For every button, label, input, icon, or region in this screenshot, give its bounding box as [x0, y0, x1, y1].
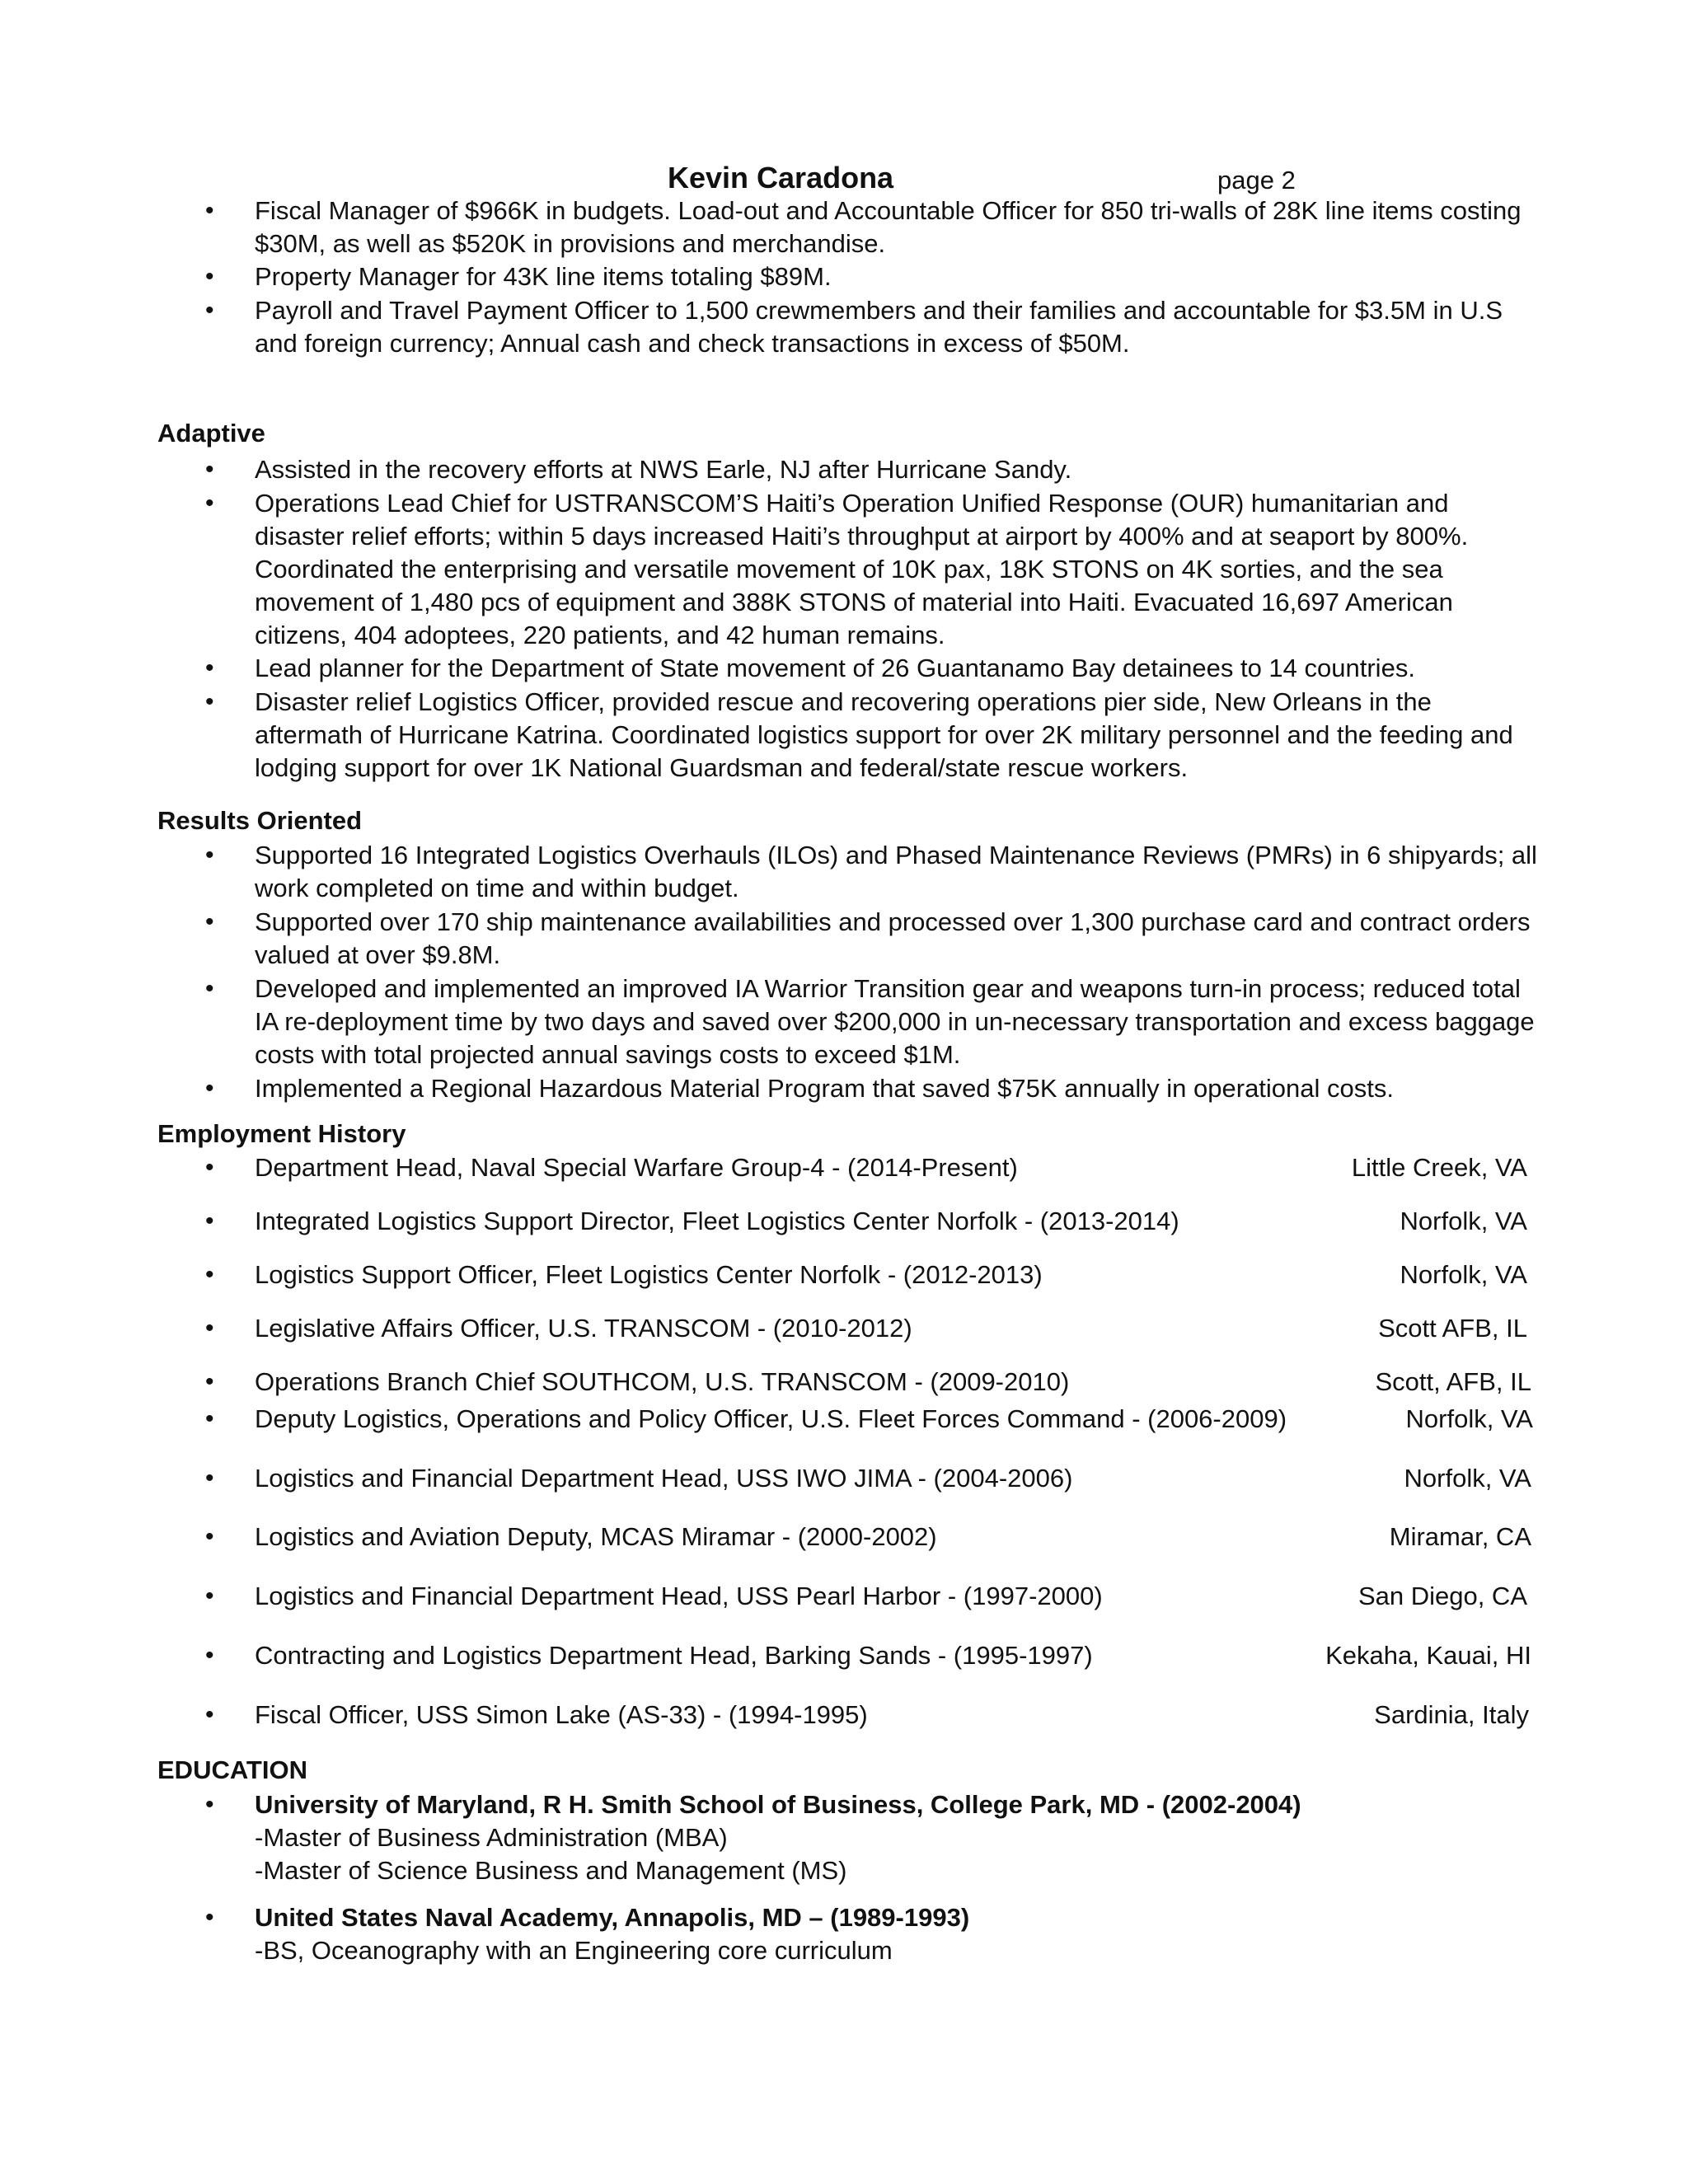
- bullet-icon: •: [205, 1368, 214, 1395]
- bullet-icon: •: [205, 456, 214, 483]
- job-title: Logistics and Aviation Deputy, MCAS Miramar - (2000-2002): [255, 1522, 937, 1551]
- bullet-icon: •: [205, 654, 214, 682]
- list-item: • Assisted in the recovery efforts at NWS Earle, NJ after Hurricane Sandy.: [0, 453, 1688, 487]
- degree: -BS, Oceanography with an Engineering core curriculum: [255, 1936, 893, 1965]
- bullet-icon: •: [205, 490, 214, 517]
- list-item: • Supported over 170 ship maintenance availabilities and processed over 1,300 purchase card and contract orders valued at over $9.8M.: [205, 907, 1531, 969]
- list-item: • Property Manager for 43K line items totaling $89M.: [0, 260, 1688, 294]
- bullet-icon: •: [205, 263, 214, 290]
- section-heading-adaptive: Adaptive: [157, 419, 265, 448]
- bullet-icon: •: [205, 1465, 214, 1492]
- candidate-name: Kevin Caradona: [668, 161, 894, 194]
- adaptive-bullet-list: [0, 453, 1688, 785]
- bullet-icon: •: [205, 908, 214, 935]
- list-item: • Implemented a Regional Hazardous Material Program that saved $75K annually in operational costs.: [0, 1072, 1688, 1105]
- job-location: San Diego, CA: [1357, 1582, 1527, 1610]
- job-location: Sardinia, Italy: [1374, 1700, 1529, 1729]
- bullet-icon: •: [205, 1405, 214, 1432]
- job-title: Logistics and Financial Department Head, USS Pearl Harbor - (1997-2000): [255, 1582, 1103, 1610]
- intro-bullet-list: [0, 194, 1688, 360]
- list-item: • Supported 16 Integrated Logistics Overhauls (ILOs) and Phased Maintenance Reviews (PMRs) in 6 shipyards; all work completed on time and within budget.: [205, 841, 1537, 902]
- list-item: • Operations Lead Chief for USTRANSCOM’S Haiti’s Operation Unified Response (OUR) humanitarian and disaster relief efforts; within 5 days increased Haiti’s throughput at airport by 400% and at seaport by 800%. Coordinated the enterprising and versatile movement of 10K pax, 18K STONS on 4K sorties, and the sea movement of 1,480 pcs of equipment and 388K STONS of material into Haiti. Evacuated 16,697 American citizens, 404 adoptees, 220 patients, and 42 human remains.: [205, 489, 1469, 649]
- bullet-icon: •: [205, 1582, 214, 1610]
- job-location: Kekaha, Kauai, HI: [1325, 1641, 1531, 1670]
- job-location: Norfolk, VA: [1400, 1260, 1527, 1289]
- job-title: Deputy Logistics, Operations and Policy Officer, U.S. Fleet Forces Command - (2006-2009): [255, 1404, 1287, 1433]
- employment-row: [0, 1258, 1688, 1291]
- job-title: Department Head, Naval Special Warfare Group-4 - (2014-Present): [255, 1153, 1018, 1182]
- job-location: Miramar, CA: [1389, 1522, 1531, 1551]
- school-name: University of Maryland, R H. Smith School of Business, College Park, MD - (2002-2004): [255, 1790, 1301, 1819]
- employment-row: [0, 1151, 1688, 1184]
- degree: -Master of Business Administration (MBA): [255, 1823, 728, 1852]
- bullet-icon: •: [205, 1523, 214, 1550]
- list-item: • Fiscal Manager of $966K in budgets. Load-out and Accountable Officer for 850 tri-walls of 28K line items costing $30M, as well as $520K in provisions and merchandise.: [205, 196, 1522, 258]
- employment-row: [0, 1403, 1688, 1436]
- school-name: United States Naval Academy, Annapolis, MD – (1989-1993): [255, 1903, 970, 1932]
- employment-row: [0, 1462, 1688, 1495]
- employment-row: [0, 1521, 1688, 1554]
- page-number: page 2: [1217, 166, 1296, 194]
- bullet-icon: •: [205, 1701, 214, 1728]
- results-bullet-list: [0, 839, 1688, 1105]
- job-location: Norfolk, VA: [1405, 1404, 1533, 1433]
- bullet-icon: •: [205, 1791, 214, 1818]
- bullet-icon: •: [205, 1315, 214, 1342]
- employment-list: [0, 1151, 1688, 1732]
- job-location: Norfolk, VA: [1400, 1207, 1527, 1235]
- employment-row: [0, 1366, 1688, 1399]
- list-item: • Disaster relief Logistics Officer, provided rescue and recovering operations pier side, New Orleans in the aftermath of Hurricane Katrina. Coordinated logistics support for over 2K military personnel and the feeding and lodging support for over 1K National Guardsman and federal/state rescue workers.: [205, 687, 1513, 782]
- bullet-icon: •: [205, 688, 214, 715]
- list-item: • Lead planner for the Department of State movement of 26 Guantanamo Bay detainees to 14 countries.: [0, 652, 1688, 686]
- job-title: Logistics Support Officer, Fleet Logistics Center Norfolk - (2012-2013): [255, 1260, 1043, 1289]
- education-item: [0, 1788, 1688, 1887]
- bullet-icon: •: [205, 1207, 214, 1235]
- bullet-icon: •: [205, 1642, 214, 1669]
- job-title: Legislative Affairs Officer, U.S. TRANSCOM - (2010-2012): [255, 1314, 912, 1343]
- employment-row: [0, 1205, 1688, 1238]
- employment-row: [0, 1312, 1688, 1345]
- bullet-icon: •: [205, 1154, 214, 1181]
- employment-row: [0, 1699, 1688, 1732]
- education-item: [0, 1901, 1688, 1967]
- bullet-icon: •: [205, 975, 214, 1002]
- job-title: Operations Branch Chief SOUTHCOM, U.S. TRANSCOM - (2009-2010): [255, 1367, 1070, 1396]
- list-item: • Developed and implemented an improved IA Warrior Transition gear and weapons turn-in process; reduced total IA re-deployment time by two days and saved over $200,000 in un-necessary transportation and excess baggage costs with total projected annual savings costs to exceed $1M.: [205, 974, 1535, 1069]
- list-item: • Payroll and Travel Payment Officer to 1,500 crewmembers and their families and accountable for $3.5M in U.S and foreign currency; Annual cash and check transactions in excess of $50M.: [205, 296, 1503, 358]
- job-title: Integrated Logistics Support Director, Fleet Logistics Center Norfolk - (2013-2014): [255, 1207, 1179, 1235]
- bullet-icon: •: [205, 841, 214, 869]
- job-location: Little Creek, VA: [1351, 1153, 1527, 1182]
- section-heading-results: Results Oriented: [157, 806, 363, 835]
- bullet-icon: •: [205, 297, 214, 324]
- employment-row: [0, 1639, 1688, 1672]
- education-list: [0, 1788, 1688, 1967]
- job-location: Scott, AFB, IL: [1375, 1367, 1531, 1396]
- bullet-icon: •: [205, 197, 214, 224]
- bullet-icon: •: [205, 1075, 214, 1102]
- bullet-icon: •: [205, 1261, 214, 1288]
- job-location: Scott AFB, IL: [1378, 1314, 1527, 1343]
- section-heading-employment: Employment History: [157, 1119, 406, 1148]
- job-title: Contracting and Logistics Department Head, Barking Sands - (1995-1997): [255, 1641, 1093, 1670]
- bullet-icon: •: [205, 1904, 214, 1931]
- job-title: Logistics and Financial Department Head, USS IWO JIMA - (2004-2006): [255, 1464, 1073, 1493]
- job-location: Norfolk, VA: [1404, 1464, 1531, 1493]
- employment-row: [0, 1580, 1688, 1613]
- job-title: Fiscal Officer, USS Simon Lake (AS-33) - (1994-1995): [255, 1700, 868, 1729]
- section-heading-education: EDUCATION: [157, 1755, 307, 1784]
- degree: -Master of Science Business and Management (MS): [255, 1856, 847, 1885]
